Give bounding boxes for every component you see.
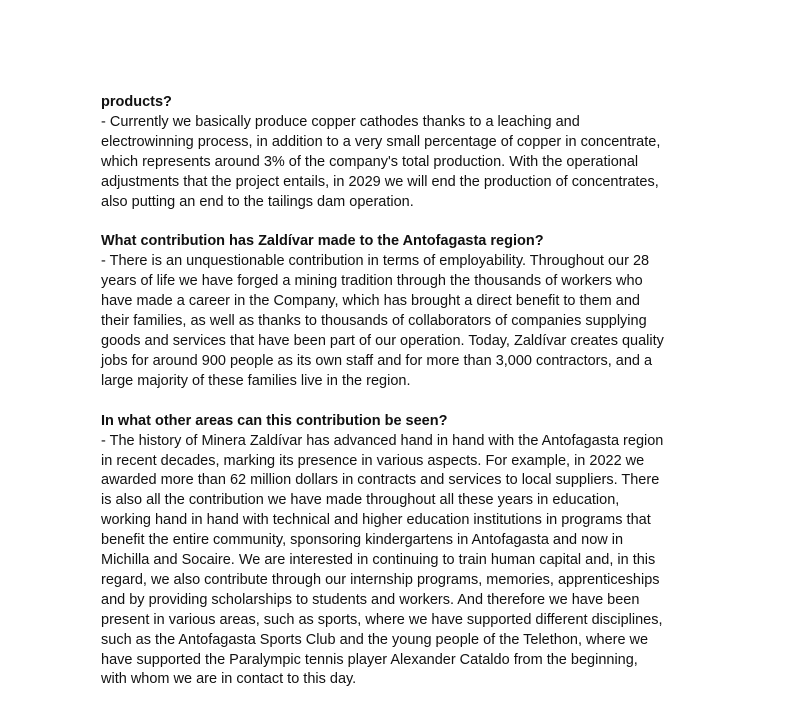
paragraph-line: benefit the entire community, sponsoring kindergartens in Antofagasta and now in [101,532,624,549]
paragraph-line: working hand in hand with technical and higher education institutions in programs that [101,512,651,529]
paragraph-line: large majority of these families live in the region. [101,372,411,389]
section-regional-contribution [101,232,731,391]
paragraph-line: have supported the Paralympic tennis player Alexander Cataldo from the beginning, [101,651,638,668]
section-heading: products? [101,94,172,110]
section-other-areas [101,412,731,691]
document-body [101,93,731,690]
paragraph-line: such as the Antofagasta Sports Club and the young people of the Telethon, where we [101,631,649,648]
paragraph-line: with whom we are in contact to this day. [101,671,357,688]
section-production [101,93,731,212]
paragraph-line: adjustments that the project entails, in 2029 we will end the production of concentrates, [101,173,659,190]
paragraph-line: present in various areas, such as sports, where we have supported different disciplines, [101,611,663,628]
paragraph-line: regard, we also contribute through our internship programs, memories, apprenticeships [101,571,660,588]
paragraph-line: electrowinning process, in addition to a very small percentage of copper in concentrate, [101,133,661,150]
paragraph-line: which represents around 3% of the company's total production. With the operational [101,153,639,170]
paragraph-line: in recent decades, marking its presence in various aspects. For example, in 2022 we [101,452,645,469]
section-heading: What contribution has Zaldívar made to the Antofagasta region? [101,233,544,250]
paragraph-line: also putting an end to the tailings dam operation. [101,193,414,210]
section-heading: In what other areas can this contribution be seen? [101,412,448,429]
paragraph-line: have made a career in the Company, which has brought a direct benefit to them and [101,293,640,310]
paragraph-line: their families, as well as thanks to thousands of collaborators of companies supplying [101,313,647,330]
paragraph-line: Michilla and Socaire. We are interested in continuing to train human capital and, in this [101,552,656,569]
paragraph-line: - The history of Minera Zaldívar has advanced hand in hand with the Antofagasta region [101,432,664,449]
paragraph-line: goods and services that have been part of our operation. Today, Zaldívar creates quality [101,332,664,349]
paragraph-line: - Currently we basically produce copper cathodes thanks to a leaching and [101,113,580,130]
paragraph-line: years of life we have forged a mining tradition through the thousands of workers who [101,273,643,290]
paragraph-line: is also all the contribution we have made throughout all these years in education, [101,492,620,509]
paragraph-line: jobs for around 900 people as its own staff and for more than 3,000 contractors, and a [101,352,653,369]
paragraph-line: awarded more than 62 million dollars in contracts and services to local suppliers. There [101,472,660,489]
paragraph-line: - There is an unquestionable contribution in terms of employability. Throughout our 28 [101,253,650,270]
paragraph-line: and by providing scholarships to students and workers. And therefore we have been [101,591,640,608]
